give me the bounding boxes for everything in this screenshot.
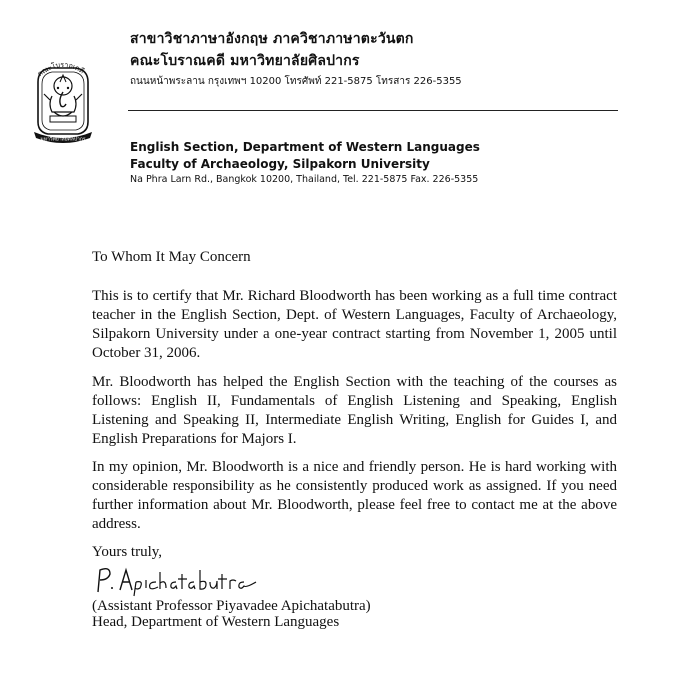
letterhead-thai-line2: คณะโบราณคดี มหาวิทยาลัยศิลปากร — [130, 53, 360, 69]
letterhead-english-line1: English Section, Department of Western Languages — [130, 140, 480, 154]
letterhead-english-line2: Faculty of Archaeology, Silpakorn University — [130, 157, 430, 171]
letter-closing: Yours truly, — [92, 544, 163, 560]
letterhead-divider — [128, 110, 618, 111]
letter-paragraph-1: This is to certify that Mr. Richard Bloodworth has been working as a full time contract teacher in the English Section, Dept. of Western Languages, Faculty of Archaeology, Silpakorn University under a one-year contract starting from November 1, 2005 until October 31, 2006. — [92, 288, 617, 361]
letterhead-thai-line1: สาขาวิชาภาษาอังกฤษ ภาควิชาภาษาตะวันตก — [130, 31, 414, 47]
letterhead-english-address: Na Phra Larn Rd., Bangkok 10200, Thailand, Tel. 221-5875 Fax. 226-5355 — [130, 174, 479, 185]
svg-text:มหาวิทยาลัยศิลปากร: มหาวิทยาลัยศิลปากร — [40, 136, 86, 143]
letter-paragraph-3: In my opinion, Mr. Bloodworth is a nice and friendly person. He is hard working with considerable responsibility as he consistently produced work as assigned. If you need further information about Mr. Bloodworth, please feel free to contact me at the above address. — [92, 459, 617, 532]
svg-text:คณะโบราณคดี: คณะโบราณคดี — [36, 60, 86, 79]
university-seal-logo — [28, 52, 98, 144]
letter-paragraph-2: Mr. Bloodworth has helped the English Section with the teaching of the courses as follows: English II, Fundamentals of English Listening and Speaking, English Listening and Speaking II, Intermediate English Writing, English for Guides I, and English Preparations for Majors I. — [92, 374, 617, 447]
signer-name: (Assistant Professor Piyavadee Apichatabutra) — [92, 598, 371, 614]
handwritten-signature — [90, 562, 260, 598]
letter-salutation: To Whom It May Concern — [92, 249, 251, 265]
signer-title: Head, Department of Western Languages — [92, 614, 340, 630]
letterhead-thai-address: ถนนหน้าพระลาน กรุงเทพฯ 10200 โทรศัพท์ 221-5875 โทรสาร 226-5355 — [130, 76, 462, 87]
